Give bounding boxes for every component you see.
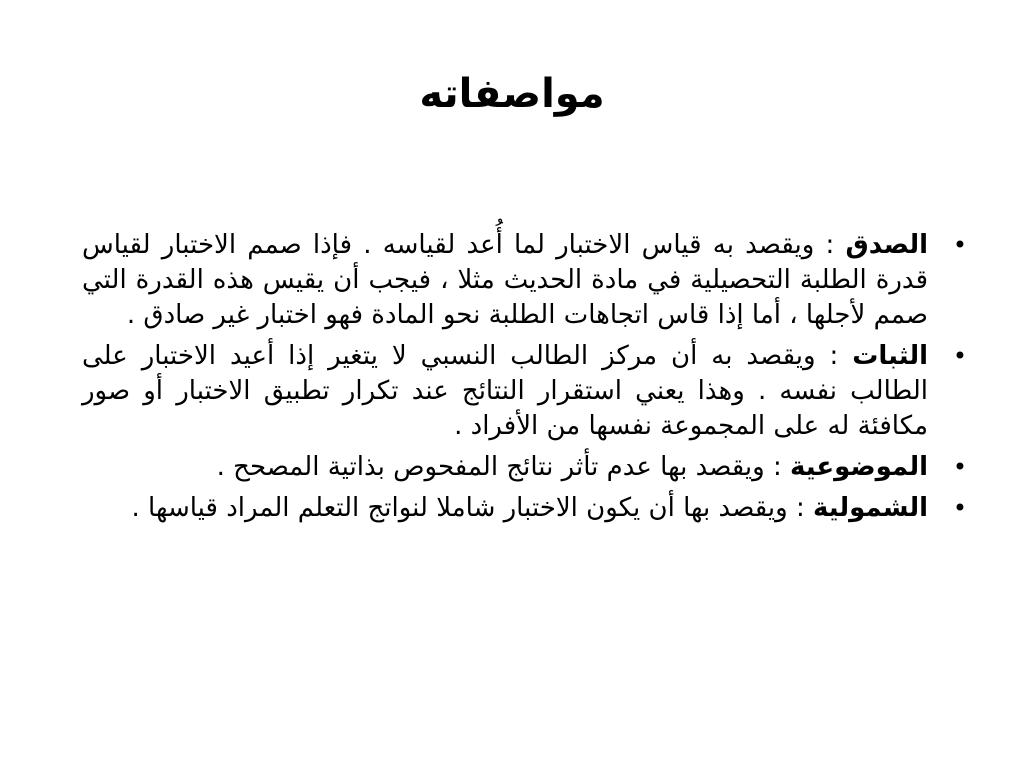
term-comprehensiveness: الشمولية bbox=[812, 493, 928, 523]
bullet-item-comprehensiveness bbox=[82, 491, 972, 526]
term-validity: الصدق bbox=[845, 230, 929, 260]
bullet-icon: • bbox=[952, 342, 968, 370]
bullet-list bbox=[82, 228, 972, 532]
term-objectivity: الموضوعية bbox=[790, 452, 928, 482]
bullet-item-validity bbox=[82, 228, 972, 333]
definition-reliability: ويقصد به أن مركز الطالب النسبي لا يتغير إذا أعيد الاختبار على الطالب نفسه . وهذا يعني استقرار النتائج عند تكرار تطبيق الاختبار أو صور مكافئة له على المجموعة نفسها من الأفراد . bbox=[82, 341, 928, 441]
bullet-icon: • bbox=[952, 494, 968, 522]
definition-objectivity: ويقصد بها عدم تأثر نتائج المفحوص بذاتية المصحح . bbox=[216, 452, 765, 482]
bullet-item-reliability bbox=[82, 339, 972, 444]
term-separator: : bbox=[815, 341, 853, 371]
definition-comprehensiveness: ويقصد بها أن يكون الاختبار شاملا لنواتج التعلم المراد قياسها . bbox=[131, 493, 788, 523]
term-separator: : bbox=[814, 230, 846, 260]
term-separator: : bbox=[787, 493, 813, 523]
term-separator: : bbox=[764, 452, 791, 482]
bullet-item-objectivity bbox=[82, 450, 972, 485]
term-reliability: الثبات bbox=[852, 341, 928, 371]
bullet-icon: • bbox=[952, 231, 968, 259]
slide-title: مواصفاته bbox=[419, 71, 605, 117]
bullet-icon: • bbox=[952, 453, 968, 481]
definition-validity: ويقصد به قياس الاختبار لما أُعد لقياسه . فإذا صمم الاختبار لقياس قدرة الطلبة التحصيلية في مادة الحديث مثلا ، فيجب أن يقيس هذه القدرة التي صمم لأجلها ، أما إذا قاس اتجاهات الطلبة نحو المادة فهو اختبار غير صادق . bbox=[82, 230, 928, 330]
